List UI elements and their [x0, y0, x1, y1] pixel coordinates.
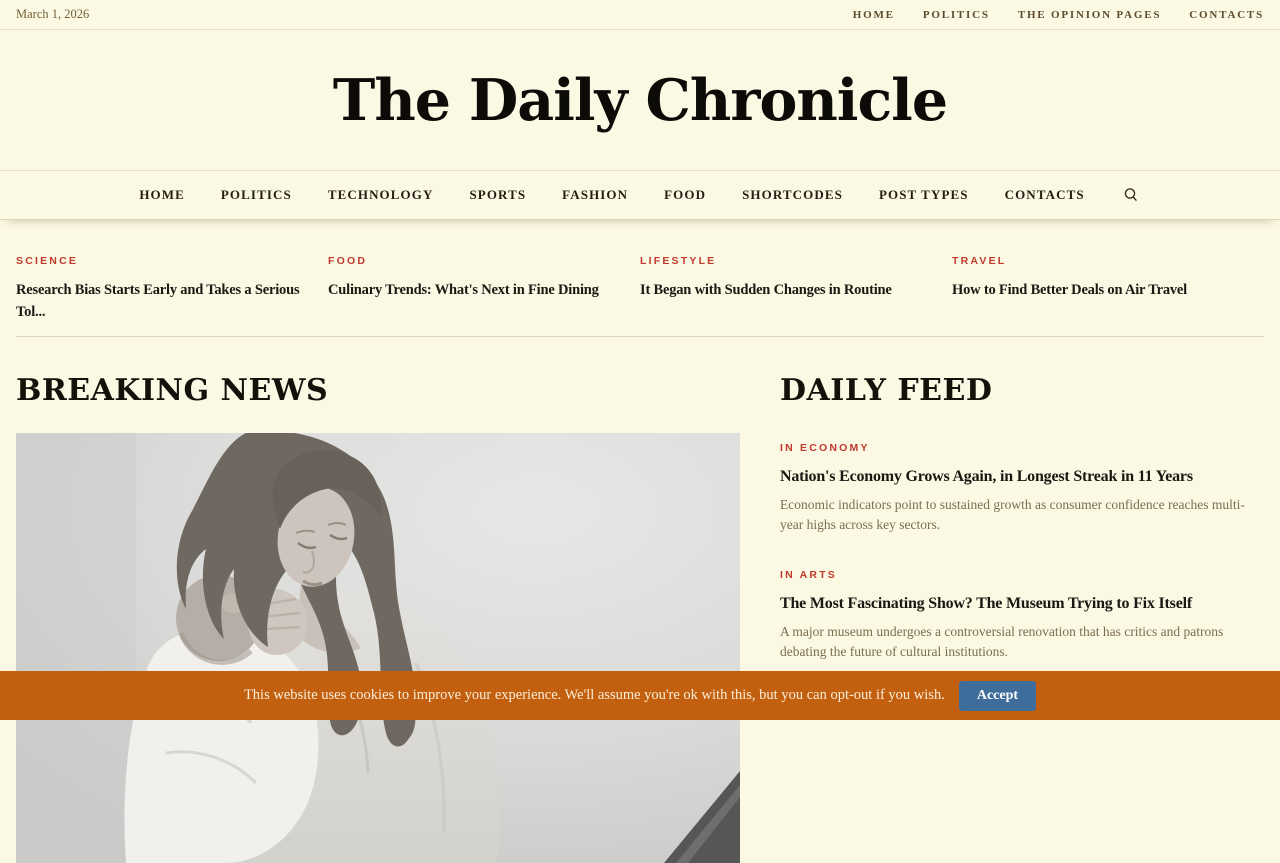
mother-and-baby-photo-illustration: [16, 433, 740, 863]
cookie-message: This website uses cookies to improve your experience. We'll assume you're ok with this, but you can opt-out if you wish.: [243, 687, 945, 703]
breaking-news-photo[interactable]: [16, 433, 740, 863]
top-bar: [0, 0, 1280, 30]
ticker-item: [16, 251, 328, 336]
secondary-menu: [853, 9, 1264, 21]
daily-feed-section: [780, 374, 1264, 863]
feed-category-arts[interactable]: IN ARTS: [780, 568, 838, 581]
ticker-headline-link[interactable]: Culinary Trends: What's Next in Fine Dining: [328, 282, 599, 298]
ticker-category-lifestyle[interactable]: LIFESTYLE: [640, 255, 717, 267]
nav-item-food[interactable]: FOOD: [664, 187, 707, 202]
daily-feed-list: [780, 438, 1264, 662]
ticker-category-science[interactable]: SCIENCE: [16, 255, 79, 267]
nav-item-home[interactable]: HOME: [139, 187, 185, 202]
ticker-item: [640, 251, 952, 336]
feed-headline-link[interactable]: The Most Fascinating Show? The Museum Trying to Fix Itself: [780, 594, 1192, 612]
cookie-accept-button[interactable]: Accept: [959, 681, 1036, 711]
nav-item-shortcodes[interactable]: SHORTCODES: [742, 187, 843, 202]
search-button[interactable]: [1121, 185, 1141, 205]
feed-headline-link[interactable]: Nation's Economy Grows Again, in Longest Streak in 11 Years: [780, 468, 1193, 485]
feed-item-economy: [780, 438, 1264, 536]
ticker-headline-link[interactable]: How to Find Better Deals on Air Travel: [952, 282, 1187, 298]
nav-item-fashion[interactable]: FASHION: [562, 187, 629, 202]
nav-item-technology[interactable]: TECHNOLOGY: [327, 187, 434, 202]
search-icon: [1123, 187, 1139, 203]
nav-item-politics[interactable]: POLITICS: [220, 187, 292, 202]
feed-item-arts: [780, 565, 1264, 663]
nav-item-post-types[interactable]: POST TYPES: [878, 187, 969, 202]
cookie-consent-banner: [0, 671, 1280, 720]
current-date: March 1, 2026: [16, 7, 90, 21]
ticker-headline-link[interactable]: It Began with Sudden Changes in Routine: [640, 282, 892, 298]
breaking-news-heading: BREAKING NEWS: [16, 373, 329, 408]
main-content: [0, 374, 1280, 863]
masthead: [0, 30, 1280, 170]
topmenu-item-politics[interactable]: POLITICS: [922, 8, 990, 21]
headline-ticker: [16, 220, 1264, 337]
nav-item-contacts[interactable]: CONTACTS: [1004, 187, 1085, 202]
breaking-news-section: [16, 374, 740, 863]
topmenu-item-opinion-pages[interactable]: THE OPINION PAGES: [1017, 8, 1162, 21]
feed-excerpt: Economic indicators point to sustained growth as consumer confidence reaches multi-year highs across key sectors.: [780, 497, 1245, 533]
daily-feed-heading: DAILY FEED: [780, 373, 993, 408]
nav-item-sports[interactable]: SPORTS: [469, 187, 527, 202]
ticker-headline-link[interactable]: Research Bias Starts Early and Takes a Serious Tol...: [16, 282, 300, 321]
feed-category-economy[interactable]: IN ECONOMY: [780, 442, 870, 454]
ticker-category-food[interactable]: FOOD: [328, 255, 368, 267]
main-navigation: [0, 170, 1280, 220]
ticker-item: [952, 251, 1264, 336]
site-logo[interactable]: The Daily Chronicle: [332, 66, 948, 134]
ticker-item: [328, 251, 640, 336]
feed-excerpt: A major museum undergoes a controversial renovation that has critics and patrons debating the future of cultural institutions.: [780, 623, 1224, 659]
topmenu-item-home[interactable]: HOME: [852, 8, 895, 21]
topmenu-item-contacts[interactable]: CONTACTS: [1189, 8, 1264, 21]
ticker-category-travel[interactable]: TRAVEL: [952, 255, 1007, 267]
